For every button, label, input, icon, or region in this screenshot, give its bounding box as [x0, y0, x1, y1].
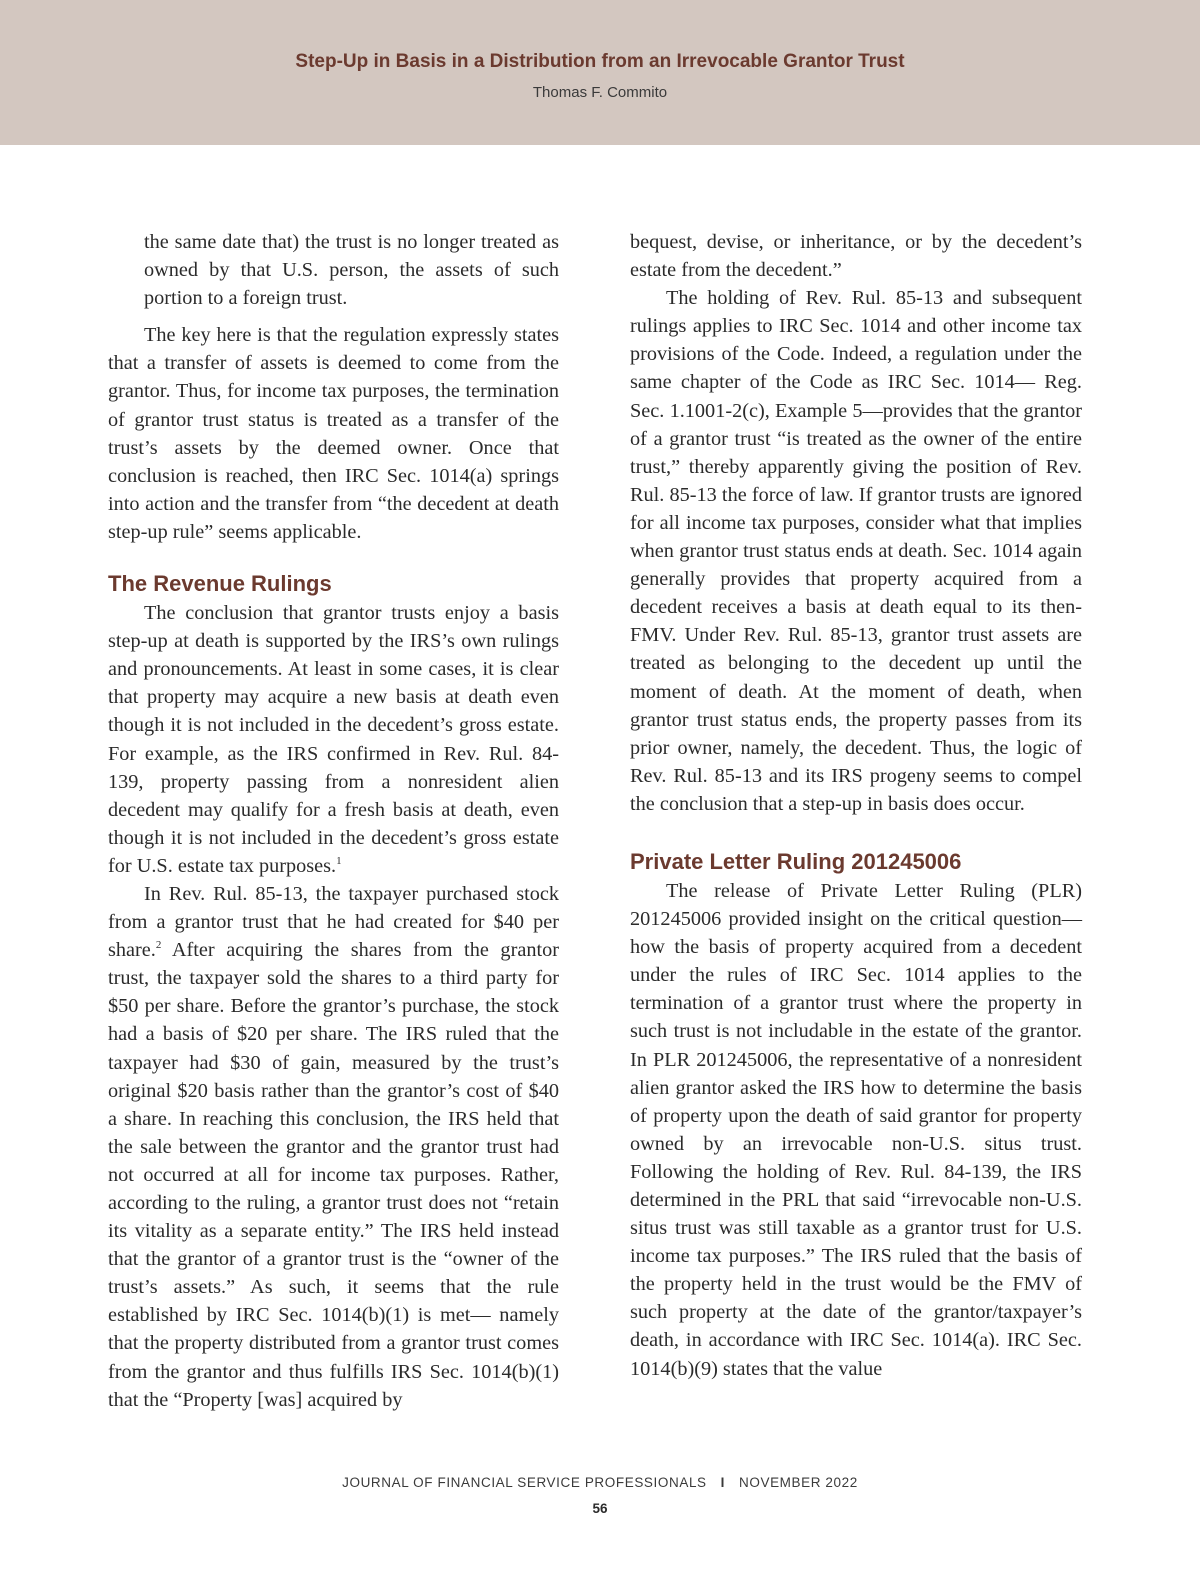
footer-separator: I	[720, 1475, 726, 1490]
paragraph-continuation: bequest, devise, or inheritance, or by the decedent’s estate from the decedent.”	[630, 231, 1082, 282]
article-title: Step-Up in Basis in a Distribution from an Irrevocable Grantor Trust	[295, 51, 905, 72]
paragraph-rev-rul-text-a: In Rev. Rul. 85-13, the taxpayer purchased stock from a grantor trust that he had created for $40 per share.	[108, 882, 559, 962]
paragraph-holding: The holding of Rev. Rul. 85-13 and subsequent rulings applies to IRC Sec. 1014 and other income tax provisions of the Code. Indeed, a regulation under the same chapter of the Code as IRC Sec. 1014— Reg. Sec. 1.1001-2(c), Example 5—provides that the grantor of a grantor trust “is treated as the owner of the entire trust,” thereby apparently giving the position of Rev. Rul. 85-13 the force of law. If grantor trusts are ignored for all income tax purposes, consider what that implies when grantor trust status ends at death. Sec. 1014 again generally provides that property acquired from a decedent receives a basis at death equal to its then-FMV. Under Rev. Rul. 85-13, grantor trust assets are treated as belonging to the decedent up until the moment of death. At the moment of death, when grantor trust status ends, the property passes from its prior owner, namely, the decedent. Thus, the logic of Rev. Rul. 85-13 and its IRS progeny seems to compel the conclusion that a step-up in basis does occur.	[630, 287, 1082, 815]
quoted-regulation-continuation: the same date that) the trust is no longer treated as owned by that U.S. person, the assets of such portion to a foreign trust.	[144, 231, 559, 310]
paragraph-conclusion-text: The conclusion that grantor trusts enjoy a basis step-up at death is supported by the IRS’s own rulings and pronouncements. At least in some cases, it is clear that property may acquire a new basis at death even though it is not included in the decedent’s gross estate. For example, as the IRS confirmed in Rev. Rul. 84-139, property passing from a nonresident alien decedent may qualify for a fresh basis at death, even though it is not included in the decedent’s gross estate for U.S. estate tax purposes.	[108, 602, 559, 877]
left-column	[108, 228, 559, 1414]
paragraph-plr-release: The release of Private Letter Ruling (PLR) 201245006 provided insight on the critical question—how the basis of property acquired from a decedent under the rules of IRC Sec. 1014 applies to the termination of a grantor trust where the property in such trust is not includable in the estate of the grantor. In PLR 201245006, the representative of a nonresident alien grantor asked the IRS how to determine the basis of property upon the death of said grantor for property owned by an irrevocable non-U.S. situs trust. Following the holding of Rev. Rul. 84-139, the IRS determined in the PRL that said “irrevocable non-U.S. situs trust was still taxable as a grantor trust for U.S. income tax purposes.” The IRS ruled that the basis of the property held in the trust would be the FMV of such property at the date of the grantor/taxpayer’s death, in accordance with IRC Sec. 1014(a). IRC Sec. 1014(b)(9) states that the value	[630, 879, 1082, 1380]
paragraph-rev-rul-text-b: After acquiring the shares from the grantor trust, the taxpayer sold the shares to a third party for $50 per share. Before the grantor’s purchase, the stock had a basis of $20 per share. The IRS ruled that the taxpayer had $30 of gain, measured by the trust’s original $20 basis rather than the grantor’s cost of $40 a share. In reaching this conclusion, the IRS held that the sale between the grantor and the grantor trust had not occurred at all for income tax purposes. Rather, according to the ruling, a grantor trust does not “retain its vitality as a separate entity.” The IRS held instead that the grantor of a grantor trust is the “owner of the trust’s assets.” As such, it seems that the rule established by IRC Sec. 1014(b)(1) is met— namely that the property distributed from a grantor trust comes from the grantor and thus fulfills IRS Sec. 1014(b)(1) that the “Property [was] acquired by	[108, 939, 559, 1411]
right-column	[630, 228, 1082, 1383]
article-author: Thomas F. Commito	[532, 84, 668, 101]
paragraph-conclusion	[108, 599, 559, 880]
issue-date: NOVEMBER 2022	[739, 1475, 858, 1490]
paragraph-regulation-key: The key here is that the regulation expressly states that a transfer of assets is deemed to come from the grantor. Thus, for income tax purposes, the termination of grantor trust status is treated as a transfer of the trust’s assets by the deemed owner. Once that conclusion is reached, then IRC Sec. 1014(a) springs into action and the transfer from “the decedent at death step-up rule” seems applicable.	[108, 324, 559, 543]
footnote-ref-2: 2	[155, 939, 162, 952]
paragraph-rev-rul-85-13	[108, 880, 559, 1414]
page-number: 56	[592, 1501, 608, 1516]
footer-journal-line	[0, 1475, 1200, 1490]
section-heading-plr: Private Letter Ruling 201245006	[630, 848, 962, 874]
footnote-ref-1: 1	[336, 854, 342, 867]
journal-name: JOURNAL OF FINANCIAL SERVICE PROFESSIONALS	[342, 1475, 707, 1490]
section-heading-revenue-rulings: The Revenue Rulings	[108, 571, 332, 597]
